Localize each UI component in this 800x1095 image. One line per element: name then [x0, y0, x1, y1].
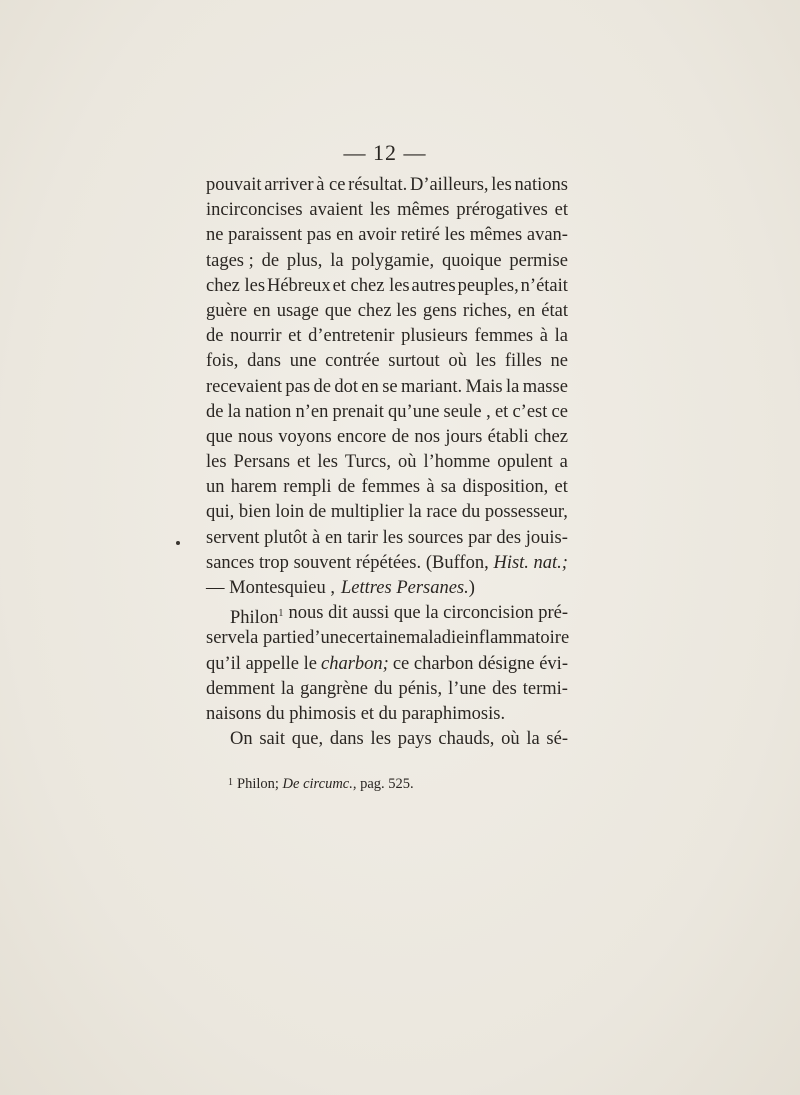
word: certaine: [347, 628, 406, 649]
word: harem: [230, 477, 277, 498]
word: à: [312, 527, 321, 548]
word: mêmes: [469, 225, 523, 246]
word: avoir: [358, 225, 397, 246]
word: du: [373, 678, 393, 699]
word: Persans: [233, 452, 291, 473]
word: où: [448, 351, 467, 372]
word: surtout: [388, 351, 440, 372]
word: plutôt: [264, 527, 308, 548]
word: D’ailleurs,: [409, 175, 489, 195]
word: de: [308, 502, 327, 523]
text-line-13: [206, 475, 568, 500]
word: seule ,: [443, 401, 491, 422]
text-line-2: [206, 198, 568, 223]
text-line-19: [206, 626, 568, 651]
word: chez les: [206, 275, 266, 296]
text-line-5: [206, 274, 568, 299]
text-line-15: [206, 526, 568, 551]
word: plusieurs: [401, 326, 468, 347]
line-text: qu’il appelle le: [206, 653, 317, 674]
word: de: [206, 326, 224, 347]
word: c’est: [512, 401, 548, 422]
word: pénis,: [398, 678, 443, 699]
word: pas: [285, 376, 311, 397]
word: permise: [509, 250, 568, 271]
word: qu’une: [388, 401, 440, 422]
word: tarir: [347, 527, 378, 548]
word: en: [324, 527, 343, 548]
text-line-3: [206, 223, 568, 248]
word: autres: [411, 275, 456, 296]
word: sources: [407, 527, 464, 548]
word: inflammatoire: [464, 628, 570, 649]
word: tages ;: [206, 250, 254, 271]
word: des: [496, 527, 522, 548]
text-line-7: [206, 324, 568, 349]
word: ne: [550, 351, 568, 372]
paragraph-main: [206, 173, 568, 551]
word: demment: [206, 678, 275, 699]
word: que,: [291, 729, 324, 750]
word: sances: [206, 552, 255, 573]
word: une: [289, 351, 317, 372]
word: (Buffon,: [425, 552, 489, 573]
italic-citation: Hist. nat.;: [493, 552, 568, 573]
word: dans: [247, 351, 281, 372]
word: d’une: [305, 628, 348, 649]
word: Mais: [465, 376, 503, 397]
word: prenait: [332, 401, 384, 422]
text-line-9: [206, 375, 568, 400]
word: race: [426, 502, 458, 523]
word: sait: [259, 729, 286, 750]
body-text: [206, 173, 568, 752]
word: avaient: [309, 200, 363, 221]
footnote-text-end: , pag. 525.: [352, 776, 414, 792]
word: mariant.: [401, 376, 463, 397]
word: bien: [238, 502, 271, 523]
word: jouis-: [525, 527, 568, 548]
text-line-18: [206, 601, 568, 629]
word: la: [554, 326, 568, 347]
text-line-20: [206, 652, 568, 677]
word: voyons: [278, 426, 332, 447]
word: ne: [206, 225, 224, 246]
word: du: [461, 502, 481, 523]
text-line-11: [206, 425, 568, 450]
word: que: [206, 426, 233, 447]
word: encore: [337, 426, 387, 447]
text-line-10: [206, 400, 568, 425]
word: multiplier: [330, 502, 404, 523]
word: retiré: [400, 225, 440, 246]
word: loin: [275, 502, 305, 523]
word: en: [336, 225, 354, 246]
word: nations: [514, 175, 568, 195]
word: polygamie,: [351, 250, 435, 271]
word: les: [475, 351, 497, 372]
line-text: naisons du phimosis et du paraphimosis.: [206, 703, 506, 724]
word: les: [369, 200, 391, 221]
word: nos: [414, 426, 441, 447]
word: riches,: [462, 300, 512, 321]
text-line-1: [206, 173, 568, 198]
word: gangrène: [300, 678, 368, 699]
word: l’homme: [423, 452, 491, 473]
text-line-16: [206, 551, 568, 576]
word: maladie: [405, 628, 465, 649]
citation-author: — Montesquieu ,: [206, 578, 335, 598]
word: contrée: [325, 351, 380, 372]
line-text: ce charbon désigne évi-: [392, 653, 568, 674]
word: Turcs,: [344, 452, 391, 473]
word: jours: [445, 426, 483, 447]
word: filles: [504, 351, 542, 372]
word: opulent: [497, 452, 553, 473]
word: n’était: [520, 275, 568, 296]
footnote-italic: De circumc.: [282, 776, 353, 792]
footnote-text: Philon;: [237, 776, 279, 792]
word: où: [501, 729, 520, 750]
word: dot: [334, 376, 358, 397]
word: femmes: [474, 326, 534, 347]
word: la: [526, 729, 540, 750]
text-line-21: [206, 677, 568, 702]
word: les: [491, 175, 512, 195]
word: dans: [329, 729, 364, 750]
word: à: [539, 326, 548, 347]
word: et: [554, 477, 568, 498]
word: par: [468, 527, 492, 548]
word: état: [541, 300, 568, 321]
text-line-6: [206, 299, 568, 324]
word: recevaient: [206, 376, 282, 397]
word: gens: [422, 300, 457, 321]
word: la: [505, 376, 520, 397]
page-number: — 12 —: [343, 140, 427, 165]
word: n’en: [295, 401, 329, 422]
word: la: [408, 502, 422, 523]
word: et chez les: [332, 275, 410, 296]
word: a: [559, 452, 568, 473]
text-line-8: [206, 349, 568, 374]
word: à: [426, 477, 435, 498]
word: les: [206, 452, 227, 473]
word: et: [554, 200, 568, 221]
word: que: [324, 300, 352, 321]
text-line-12: [206, 450, 568, 475]
word: de: [261, 250, 280, 271]
text-line-4: [206, 249, 568, 274]
word: avan-: [526, 225, 568, 246]
word: résultat.: [348, 175, 408, 195]
word: les: [444, 225, 466, 246]
word: sé-: [546, 729, 568, 750]
word: de: [337, 477, 356, 498]
word: et: [288, 326, 302, 347]
word: où: [397, 452, 417, 473]
word: les: [370, 729, 392, 750]
word: possesseur,: [484, 502, 568, 523]
closing-paren: ): [468, 578, 475, 598]
word: de: [391, 426, 410, 447]
word: disposition,: [462, 477, 549, 498]
word: chez: [534, 426, 568, 447]
word: fois,: [206, 351, 239, 372]
word: à ce: [316, 175, 346, 195]
word: des: [492, 678, 517, 699]
word: les: [382, 527, 404, 548]
word: paraissent: [228, 225, 303, 246]
word: se: [382, 376, 398, 397]
word: plus,: [286, 250, 323, 271]
text-line-22: [206, 702, 568, 727]
word: un: [206, 477, 225, 498]
word: établi: [487, 426, 529, 447]
word: l’une: [448, 678, 487, 699]
word: de: [313, 376, 331, 397]
word: la: [280, 678, 295, 699]
word: pas: [306, 225, 332, 246]
word: prérogatives: [456, 200, 548, 221]
word: On: [230, 729, 253, 750]
word: rempli: [283, 477, 332, 498]
word: la: [330, 250, 344, 271]
word: incirconcises: [206, 200, 303, 221]
italic-citation: Lettres Persanes.: [340, 578, 469, 598]
word: nourrir: [230, 326, 282, 347]
word: mêmes: [397, 200, 450, 221]
word: sa: [440, 477, 457, 498]
word: peuples,: [457, 275, 519, 296]
word: de: [206, 401, 224, 422]
word: trop: [259, 552, 289, 573]
word: servent: [206, 527, 260, 548]
word: termi-: [522, 678, 568, 699]
word: nation: [245, 401, 292, 422]
word: d’entretenir: [308, 326, 395, 347]
word: répétées.: [355, 552, 422, 573]
footnote-mark: 1: [228, 777, 233, 788]
word: guère: [206, 300, 248, 321]
word: la partie: [245, 628, 306, 649]
word: ce: [551, 401, 568, 422]
word: arriver: [264, 175, 314, 195]
word: masse: [522, 376, 568, 397]
word: et: [297, 452, 311, 473]
word: usage: [276, 300, 319, 321]
text-line-14: [206, 500, 568, 525]
text-line-23: [206, 727, 568, 752]
word: quoique: [441, 250, 502, 271]
footnote-reference: 1: [278, 608, 284, 620]
word: chez les: [357, 300, 417, 321]
word: en: [517, 300, 536, 321]
text-line-17: [206, 576, 568, 601]
word: nous: [238, 426, 273, 447]
word: serve: [206, 628, 246, 649]
word: Hébreux: [266, 275, 331, 296]
line-text: nous dit aussi que la circoncision pré-: [288, 603, 568, 624]
word: et: [494, 401, 509, 422]
word: souvent: [293, 552, 352, 573]
word: en: [253, 300, 271, 321]
word: les: [317, 452, 338, 473]
italic-term: charbon;: [320, 653, 389, 674]
word: la: [227, 401, 241, 422]
ink-speck: [176, 541, 180, 545]
word: qui,: [206, 502, 235, 523]
word: femmes: [361, 477, 421, 498]
word: chauds,: [438, 729, 495, 750]
footnote: [228, 776, 414, 793]
word: en: [361, 376, 379, 397]
word: pouvait: [206, 175, 262, 195]
word: pays: [397, 729, 432, 750]
philon-word: Philon: [230, 608, 279, 629]
